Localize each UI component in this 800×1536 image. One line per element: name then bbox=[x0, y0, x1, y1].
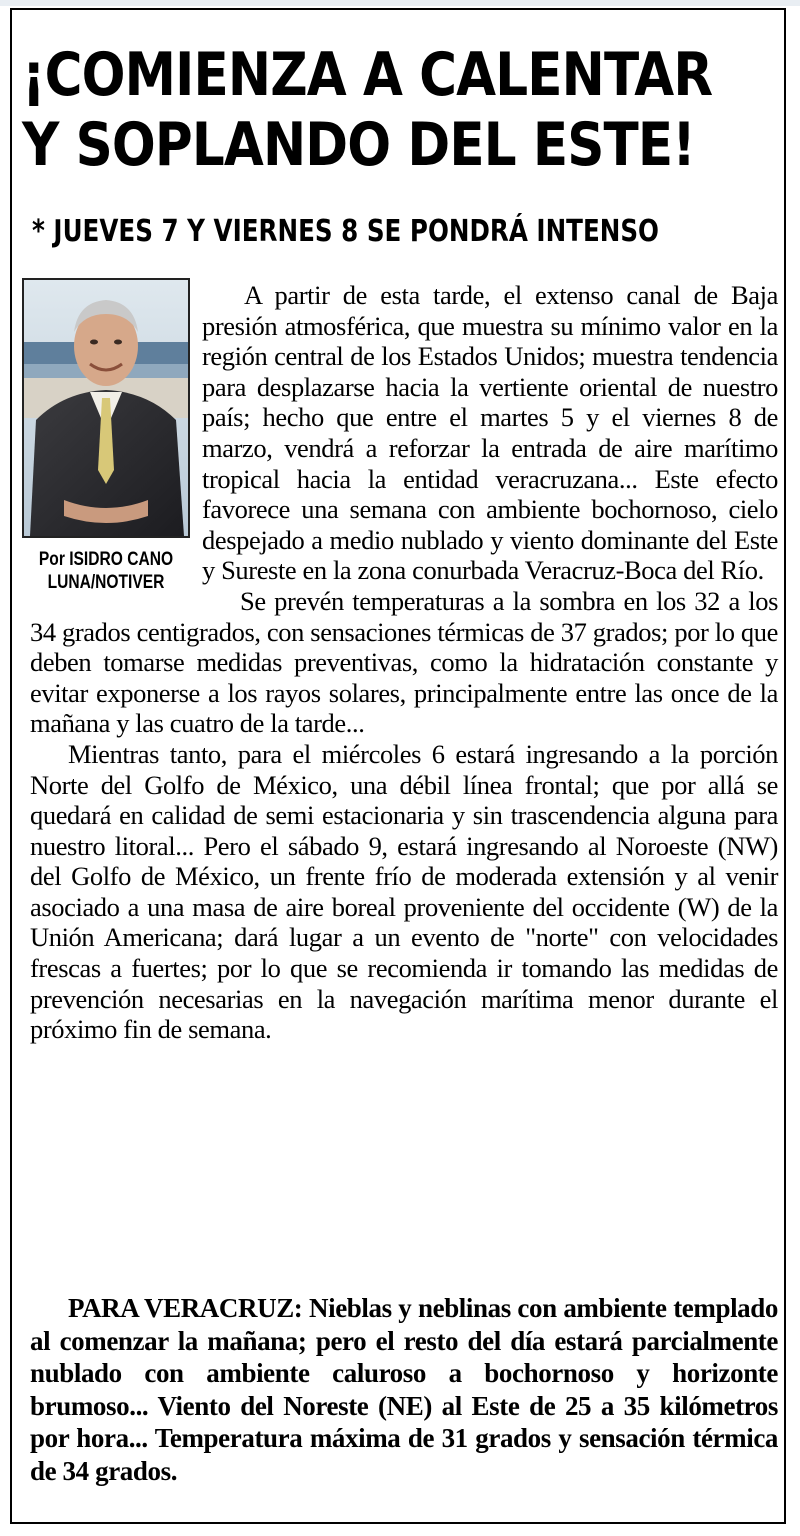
top-edge-strip bbox=[0, 0, 800, 6]
subheadline: * JUEVES 7 Y VIERNES 8 SE PONDRÁ INTENSO bbox=[32, 214, 659, 249]
photo-wrap-spacer bbox=[30, 280, 202, 610]
byline-line-1: Por ISIDRO CANO bbox=[38, 549, 174, 570]
headline-line-1: ¡COMIENZA A CALENTAR bbox=[22, 40, 713, 110]
paragraph-2: Se prevén temperaturas a la sombra en los 32 a los 34 grados centigrados, con sensaciones térmicas de 37 grados; por lo que deben tomarse medidas preventivas, como la hidratación constante y evitar exponerse a los rayos solares, principalmente entre las once de la mañana y las cuatro de la tarde... bbox=[30, 585, 778, 739]
paragraph-3: Mientras tanto, para el miércoles 6 estará ingresando a la porción Norte del Golfo de México, una débil línea frontal; que por allá se quedará en calidad de semi estacionaria y sin trascendencia alguna para nuestro litoral... Pero el sábado 9, estará ingresando al Noroeste (NW) del Golfo de México, un frente frío de moderada extensión y al venir asociado a una masa de aire boreal proveniente del occidente (W) de la Unión Americana; dará lugar a un evento de "norte" con velocidades frescas a fuertes; por lo que se recomienda ir tomando las medidas de prevención necesarias en la navegación marítima menor durante el próximo fin de semana. bbox=[30, 738, 778, 1045]
forecast-paragraph: PARA VERACRUZ: Nieblas y neblinas con ambiente templado al comenzar la mañana; pero el resto del día estará parcialmente nublado con ambiente caluroso a bochornoso y horizonte brumoso... Viento del Noreste (NE) al Este de 25 a 35 kilómetros por hora... Temperatura máxima de 31 grados y sensación térmica de 34 grados. bbox=[30, 1293, 778, 1486]
byline-line-2: LUNA/NOTIVER bbox=[47, 572, 165, 593]
headline bbox=[22, 40, 713, 180]
headline-line-2: Y SOPLANDO DEL ESTE! bbox=[22, 110, 695, 180]
paragraph-1-text: A partir de esta tarde, el extenso canal de Baja presión atmosférica, que muestra su mínimo valor en la región central de los Estados Unidos; muestra tendencia para desplazarse hacia la vertiente oriental de nuestro país; hecho que entre el martes 5 y el viernes 8 de marzo, vendrá a reforzar la entrada de aire marítimo tropical hacia la entidad veracruzana... Este efecto favorece una semana con ambiente bochornoso, cielo despejado a medio nublado y viento dominante del Este y Sureste en la zona conurbada Veracruz-Boca del Río. bbox=[202, 280, 778, 586]
article-body bbox=[30, 280, 778, 1045]
